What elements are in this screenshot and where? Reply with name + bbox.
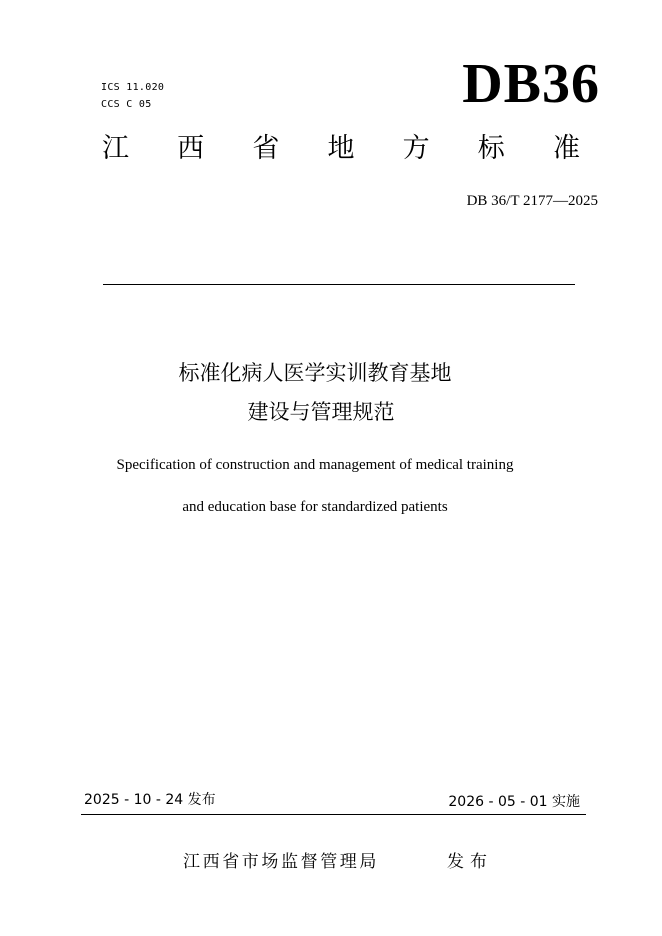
standard-number: DB 36/T 2177—2025 (466, 193, 598, 209)
chinese-title-line-2: 建设与管理规范 (247, 400, 395, 424)
english-title-line-2: and education base for standardized patients (182, 499, 448, 515)
standard-type-char: 方 (402, 133, 430, 164)
english-title-line-1: Specification of construction and management of medical training (116, 457, 514, 473)
standard-type-char: 省 (252, 133, 280, 164)
top-divider (103, 284, 575, 285)
standard-type-char: 西 (177, 133, 205, 164)
ccs-code: CCS C 05 (101, 99, 152, 110)
issue-date: 2025 - 10 - 24 发布 (84, 792, 216, 808)
standard-type-char: 江 (102, 133, 129, 164)
chinese-title-line-1: 标准化病人医学实训教育基地 (178, 361, 452, 385)
standard-logo: DB36 (462, 53, 600, 115)
ics-code: ICS 11.020 (101, 82, 165, 93)
implementation-date: 2026 - 05 - 01 实施 (448, 794, 580, 810)
standard-type-heading (102, 132, 580, 166)
standard-type-char: 标 (477, 133, 505, 164)
standard-type-char: 地 (327, 133, 355, 164)
standard-type-char: 准 (552, 133, 580, 164)
publish-label: 发布 (447, 852, 493, 872)
bottom-divider (81, 814, 586, 815)
publisher-name: 江西省市场监督管理局 (183, 852, 379, 872)
